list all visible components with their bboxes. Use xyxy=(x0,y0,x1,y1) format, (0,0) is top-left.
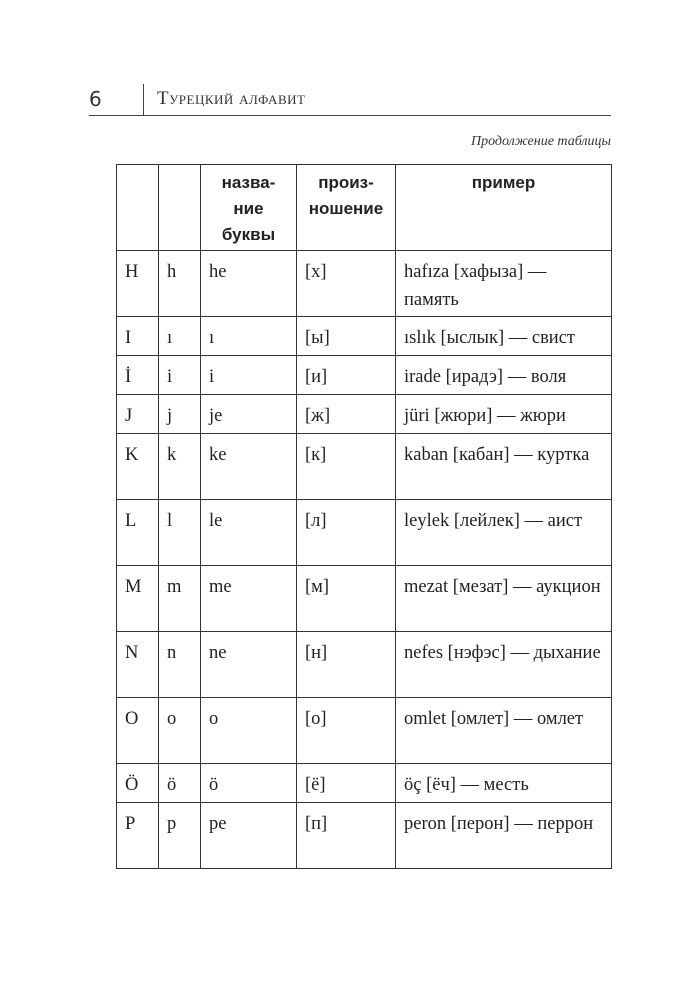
table-continuation-caption: Продолжение таблицы xyxy=(470,134,611,149)
table-row xyxy=(117,356,612,395)
lowercase-letter-cell: ı xyxy=(159,317,201,356)
uppercase-letter-cell: O xyxy=(117,698,159,764)
header-pronunciation: произ- ношение xyxy=(297,165,396,251)
lowercase-letter-cell: j xyxy=(159,395,201,434)
lowercase-letter-cell: o xyxy=(159,698,201,764)
example-cell: kaban [кабан] — куртка xyxy=(396,434,612,500)
header-lowercase xyxy=(159,165,201,251)
letter-name-cell: me xyxy=(201,566,297,632)
pronunciation-cell: [м] xyxy=(297,566,396,632)
pronunciation-cell: [и] xyxy=(297,356,396,395)
example-cell: ıslık [ыслык] — свист xyxy=(396,317,612,356)
lowercase-letter-cell: p xyxy=(159,803,201,869)
table-row xyxy=(117,764,612,803)
lowercase-letter-cell: k xyxy=(159,434,201,500)
letter-name-cell: i xyxy=(201,356,297,395)
pronunciation-cell: [ы] xyxy=(297,317,396,356)
letter-name-cell: je xyxy=(201,395,297,434)
uppercase-letter-cell: L xyxy=(117,500,159,566)
uppercase-letter-cell: J xyxy=(117,395,159,434)
alphabet-table xyxy=(116,164,612,869)
pronunciation-cell: [ж] xyxy=(297,395,396,434)
example-cell: mezat [мезат] — аукцион xyxy=(396,566,612,632)
table-row xyxy=(117,434,612,500)
letter-name-cell: le xyxy=(201,500,297,566)
table-row xyxy=(117,566,612,632)
uppercase-letter-cell: I xyxy=(117,317,159,356)
letter-name-cell: ne xyxy=(201,632,297,698)
table-row xyxy=(117,251,612,317)
table-row xyxy=(117,698,612,764)
table-row xyxy=(117,317,612,356)
example-cell: öç [ёч] — месть xyxy=(396,764,612,803)
lowercase-letter-cell: h xyxy=(159,251,201,317)
uppercase-letter-cell: İ xyxy=(117,356,159,395)
header-letter-name: назва- ние буквы xyxy=(201,165,297,251)
letter-name-cell: ı xyxy=(201,317,297,356)
pronunciation-cell: [н] xyxy=(297,632,396,698)
pronunciation-cell: [х] xyxy=(297,251,396,317)
example-cell: leylek [лейлек] — аист xyxy=(396,500,612,566)
letter-name-cell: o xyxy=(201,698,297,764)
letter-name-cell: pe xyxy=(201,803,297,869)
example-cell: omlet [омлет] — омлет xyxy=(396,698,612,764)
uppercase-letter-cell: Ö xyxy=(117,764,159,803)
example-cell: irade [ирадэ] — воля xyxy=(396,356,612,395)
letter-name-cell: ke xyxy=(201,434,297,500)
header-example: пример xyxy=(396,165,612,251)
table-row xyxy=(117,632,612,698)
pronunciation-cell: [о] xyxy=(297,698,396,764)
page-number: 6 xyxy=(89,87,102,111)
table-row xyxy=(117,500,612,566)
example-cell: peron [перон] — перрон xyxy=(396,803,612,869)
running-title: Турецкий алфавит xyxy=(157,88,306,109)
example-cell: hafıza [хафыза] — память xyxy=(396,251,612,317)
header-separator xyxy=(143,84,144,116)
letter-name-cell: he xyxy=(201,251,297,317)
pronunciation-cell: [п] xyxy=(297,803,396,869)
lowercase-letter-cell: n xyxy=(159,632,201,698)
pronunciation-cell: [ё] xyxy=(297,764,396,803)
uppercase-letter-cell: P xyxy=(117,803,159,869)
table-header-row xyxy=(117,165,612,251)
pronunciation-cell: [л] xyxy=(297,500,396,566)
uppercase-letter-cell: H xyxy=(117,251,159,317)
pronunciation-cell: [к] xyxy=(297,434,396,500)
uppercase-letter-cell: M xyxy=(117,566,159,632)
lowercase-letter-cell: ö xyxy=(159,764,201,803)
example-cell: nefes [нэфэс] — дыхание xyxy=(396,632,612,698)
lowercase-letter-cell: m xyxy=(159,566,201,632)
lowercase-letter-cell: i xyxy=(159,356,201,395)
table-row xyxy=(117,803,612,869)
uppercase-letter-cell: N xyxy=(117,632,159,698)
header-rule xyxy=(89,115,611,116)
uppercase-letter-cell: K xyxy=(117,434,159,500)
example-cell: jüri [жюри] — жюри xyxy=(396,395,612,434)
letter-name-cell: ö xyxy=(201,764,297,803)
lowercase-letter-cell: l xyxy=(159,500,201,566)
table-row xyxy=(117,395,612,434)
header-uppercase xyxy=(117,165,159,251)
